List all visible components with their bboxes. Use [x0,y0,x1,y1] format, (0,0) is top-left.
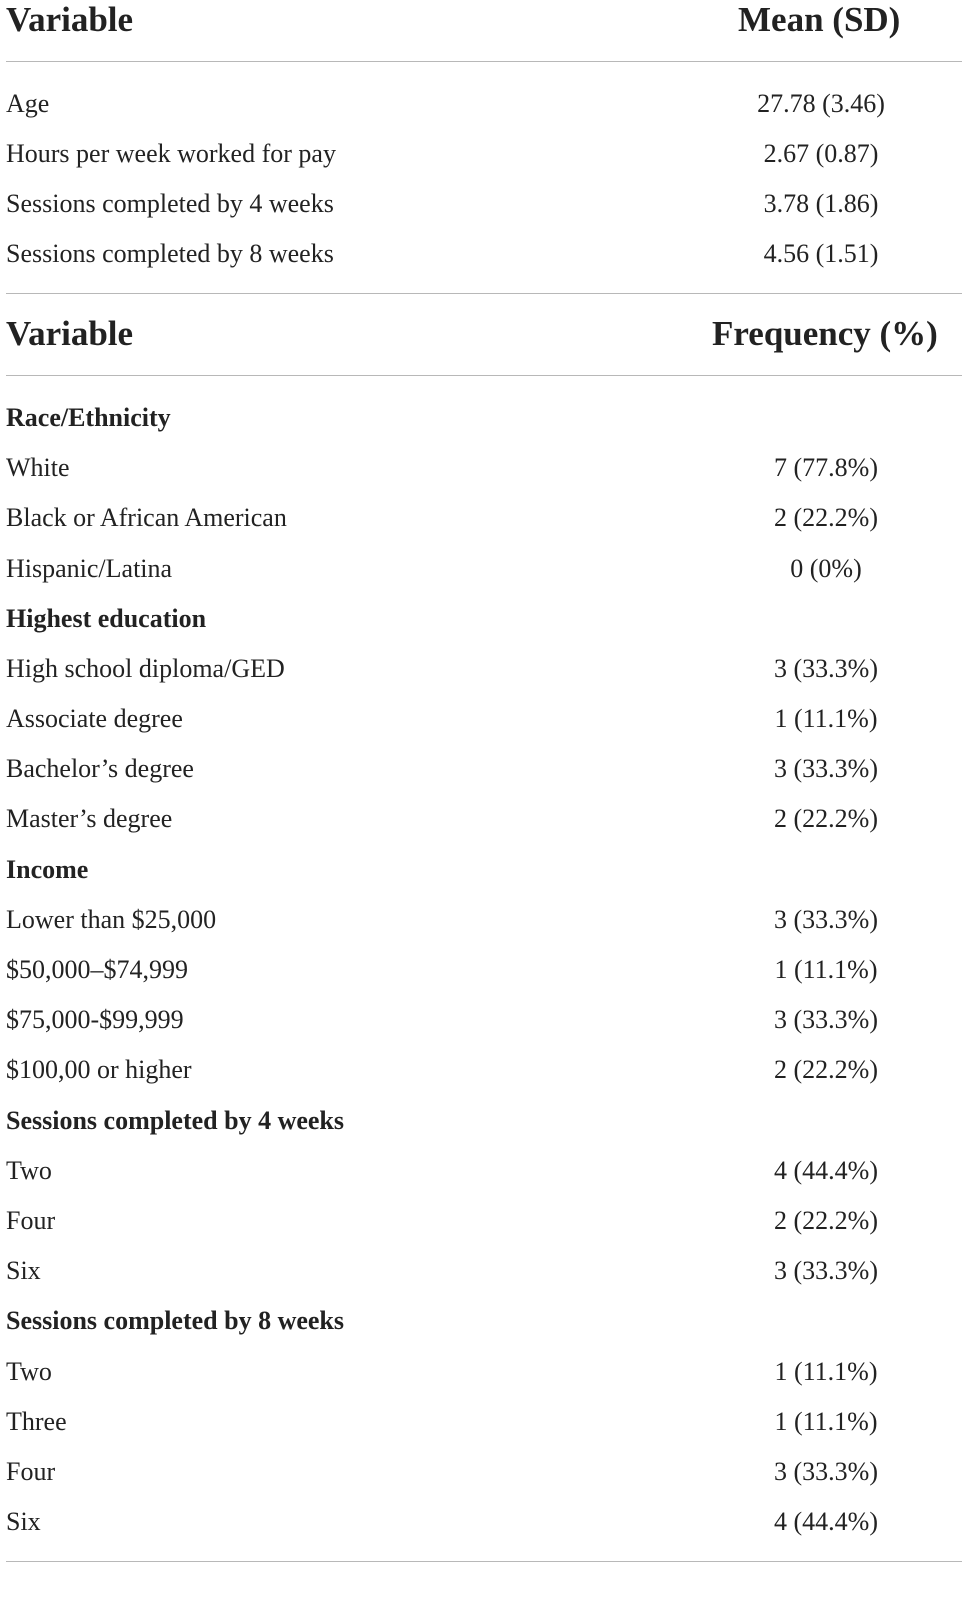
table-row [6,952,962,988]
divider [6,375,962,376]
table-row [6,1253,962,1289]
row-label: Six [6,1256,41,1285]
header-row-mean [6,0,964,40]
row-value: 2 (22.2%) [774,1055,878,1084]
category-row [6,1303,962,1339]
row-value: 3 (33.3%) [774,905,878,934]
row-value: 2 (22.2%) [774,503,878,532]
category-label: Highest education [6,604,207,633]
table-row [6,1454,962,1490]
row-value: 4 (44.4%) [774,1156,878,1185]
category-label: Sessions completed by 8 weeks [6,1306,345,1335]
row-value: 0 (0%) [790,554,862,583]
row-value: 3 (33.3%) [774,654,878,683]
row-label: Master’s degree [6,804,173,833]
row-label: Two [6,1357,52,1386]
table-row [6,751,962,787]
table-row [6,1052,962,1088]
table-row [6,1404,962,1440]
table-row [6,801,962,837]
table-row [6,136,962,172]
row-value: 4 (44.4%) [774,1507,878,1536]
row-label: High school diploma/GED [6,654,285,683]
row-value: 2 (22.2%) [774,804,878,833]
row-label: Age [6,89,50,118]
table-row [6,551,962,587]
row-value: 3 (33.3%) [774,1005,878,1034]
row-value: 3 (33.3%) [774,1256,878,1285]
row-value: 1 (11.1%) [774,704,878,733]
table-row [6,651,962,687]
table-row [6,1354,962,1390]
table-row [6,236,962,272]
divider [6,61,962,62]
row-label: $50,000–$74,999 [6,955,188,984]
table-row [6,186,962,222]
header-mean-sd: Mean (SD) [738,0,901,39]
divider [6,1561,962,1562]
row-label: White [6,453,70,482]
table-row [6,902,962,938]
row-label: Two [6,1156,52,1185]
row-value: 4.56 (1.51) [763,239,879,268]
category-row [6,852,962,888]
row-label: Three [6,1407,67,1436]
row-value: 2 (22.2%) [774,1206,878,1235]
row-label: Four [6,1206,56,1235]
table-row [6,500,962,536]
row-label: Sessions completed by 4 weeks [6,189,334,218]
row-label: Hispanic/Latina [6,554,173,583]
category-row [6,400,962,436]
table-row [6,86,962,122]
row-label: $75,000-$99,999 [6,1005,184,1034]
row-label: Sessions completed by 8 weeks [6,239,334,268]
row-value: 1 (11.1%) [774,955,878,984]
row-value: 3.78 (1.86) [763,189,879,218]
row-label: Six [6,1507,41,1536]
divider [6,293,962,294]
row-label: Associate degree [6,704,183,733]
row-value: 3 (33.3%) [774,1457,878,1486]
category-row [6,601,962,637]
row-label: $100,00 or higher [6,1055,192,1084]
category-label: Race/Ethnicity [6,403,171,432]
table-row [6,450,962,486]
row-value: 7 (77.8%) [774,453,878,482]
row-label: Four [6,1457,56,1486]
row-value: 1 (11.1%) [774,1357,878,1386]
row-label: Hours per week worked for pay [6,139,336,168]
category-label: Sessions completed by 4 weeks [6,1106,345,1135]
row-label: Bachelor’s degree [6,754,194,783]
header-variable: Variable [6,0,134,39]
row-value: 2.67 (0.87) [763,139,879,168]
table-row [6,1504,962,1540]
row-value: 1 (11.1%) [774,1407,878,1436]
row-value: 27.78 (3.46) [757,89,885,118]
table-row [6,1203,962,1239]
row-label: Black or African American [6,503,287,532]
header-variable: Variable [6,314,134,353]
table-row [6,1153,962,1189]
category-row [6,1103,962,1139]
header-frequency: Frequency (%) [712,314,938,353]
table-row [6,701,962,737]
row-label: Lower than $25,000 [6,905,217,934]
table-row [6,1002,962,1038]
category-label: Income [6,855,89,884]
header-row-frequency [6,314,964,354]
row-value: 3 (33.3%) [774,754,878,783]
